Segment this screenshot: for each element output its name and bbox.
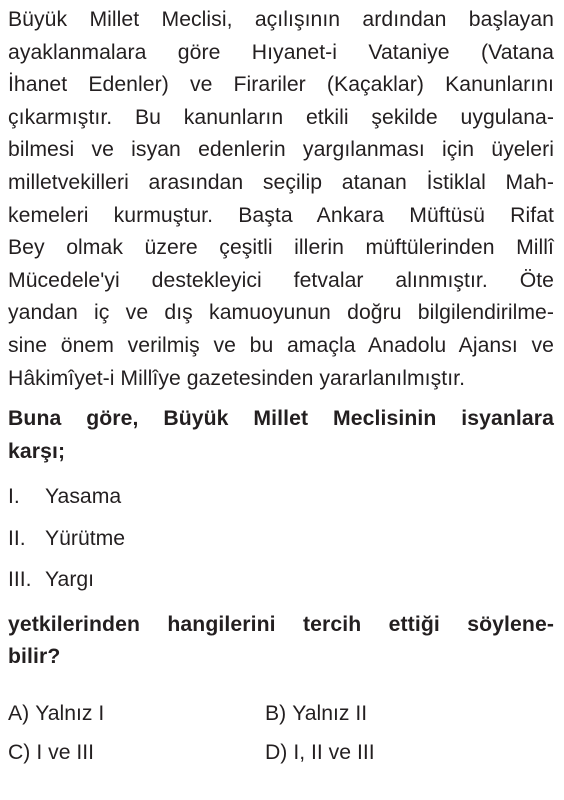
answer-option-a[interactable] <box>8 698 265 730</box>
question-followup-line: yetkilerinden hangilerini tercih ettiği söylene- <box>8 612 554 636</box>
option-text: Yalnız II <box>292 702 368 725</box>
question-page <box>8 4 554 769</box>
passage-line: Bey olmak üzere çeşitli illerin müftülerinden Millî <box>8 236 554 260</box>
answer-option-d[interactable] <box>265 737 522 769</box>
option-letter: A) <box>8 702 30 725</box>
passage-line: çıkarmıştır. Bu kanunların etkili şekilde uygulana- <box>8 105 554 129</box>
answer-option-b[interactable] <box>265 698 522 730</box>
item-number: III. <box>8 568 32 592</box>
question-followup <box>8 609 554 674</box>
passage-line: yandan iç ve dış kamuoyunun doğru bilgilendirilme- <box>8 301 554 325</box>
option-letter: C) <box>8 741 31 764</box>
passage-line: İhanet Edenler) ve Firariler (Kaçaklar) Kanunlarını <box>8 73 554 97</box>
answer-options <box>8 698 554 769</box>
passage-line: kemeleri kurmuştur. Başta Ankara Müftüsü Rifat <box>8 203 554 227</box>
passage-line: sine önem verilmiş ve bu amaçla Anadolu Ajansı ve <box>8 333 554 357</box>
option-text: I ve III <box>36 741 95 764</box>
answer-option-c[interactable] <box>8 737 265 769</box>
item-text: Yargı <box>45 568 95 592</box>
item-number: II. <box>8 526 26 550</box>
item-text: Yürütme <box>45 526 126 550</box>
passage-line: ayaklanmalara göre Hıyanet-i Vataniye (Vatana <box>8 40 554 64</box>
option-letter: D) <box>265 741 288 764</box>
item-text: Yasama <box>45 485 122 509</box>
question-followup-line: bilir? <box>8 645 61 669</box>
question-stem-line: Buna göre, Büyük Millet Meclisinin isyanlara <box>8 407 554 431</box>
question-stem-line: karşı; <box>8 439 66 463</box>
roman-numeral-list <box>8 476 554 601</box>
question-passage <box>8 4 554 395</box>
passage-line: Hâkimîyet-i Millîye gazetesinden yararlanılmıştır. <box>8 366 466 390</box>
option-text: Yalnız I <box>35 702 105 725</box>
option-text: I, II ve III <box>293 741 375 764</box>
passage-line: milletvekilleri arasından seçilip atanan İstiklal Mah- <box>8 170 554 194</box>
list-item <box>8 476 554 518</box>
passage-line: Büyük Millet Meclisi, açılışının ardından başlayan <box>8 8 554 31</box>
item-number: I. <box>8 485 20 509</box>
passage-line: Mücedele'yi destekleyici fetvalar alınmıştır. Öte <box>8 268 554 292</box>
option-letter: B) <box>265 702 287 725</box>
list-item <box>8 559 554 601</box>
passage-line: bilmesi ve isyan edenlerin yargılanması için üyeleri <box>8 138 554 162</box>
question-stem <box>8 403 554 468</box>
list-item <box>8 518 554 560</box>
